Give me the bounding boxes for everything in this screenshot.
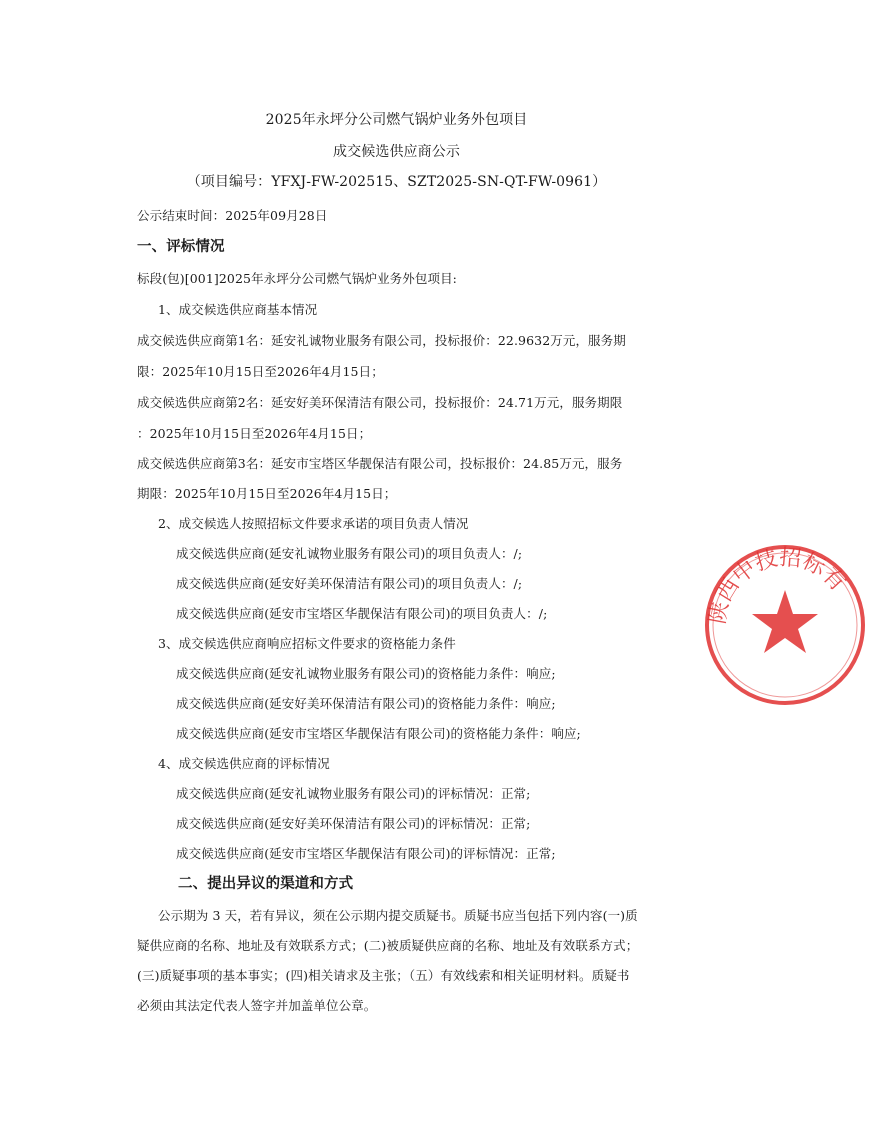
sub2-item: 成交候选供应商(延安市宝塔区华靓保洁有限公司)的项目负责人：/; [176,606,548,621]
sub3-item: 成交候选供应商(延安礼诚物业服务有限公司)的资格能力条件：响应; [176,666,556,681]
section1-heading: 一、评标情况 [137,238,225,255]
official-seal-stamp [700,540,870,710]
sub4-item: 成交候选供应商(延安好美环保清洁有限公司)的评标情况：正常; [176,816,531,831]
candidate1-line2: 限：2025年10月15日至2026年4月15日； [137,364,384,379]
sub2-heading: 2、成交候选人按照招标文件要求承诺的项目负责人情况 [158,516,469,531]
sub4-heading: 4、成交候选供应商的评标情况 [158,756,330,771]
doc-title-line3: （项目编号：YFXJ-FW-202515、SZT2025-SN-QT-FW-0961） [186,174,607,190]
seal-star-icon [752,590,818,653]
sub3-item: 成交候选供应商(延安好美环保清洁有限公司)的资格能力条件：响应; [176,696,556,711]
candidate2-line2: ：2025年10月15日至2026年4月15日； [137,426,372,441]
sub2-item: 成交候选供应商(延安好美环保清洁有限公司)的项目负责人：/; [176,576,523,591]
section2-para-line2: 疑供应商的名称、地址及有效联系方式；(二)被质疑供应商的名称、地址及有效联系方式； [137,938,639,953]
candidate3-line1: 成交候选供应商第3名：延安市宝塔区华靓保洁有限公司，投标报价：24.85万元，服务 [137,456,623,471]
candidate2-line1: 成交候选供应商第2名：延安好美环保清洁有限公司，投标报价：24.71万元，服务期限 [137,395,623,410]
sub4-item: 成交候选供应商(延安市宝塔区华靓保洁有限公司)的评标情况：正常; [176,846,556,861]
candidate3-line2: 期限：2025年10月15日至2026年4月15日； [137,486,397,501]
candidate1-line1: 成交候选供应商第1名：延安礼诚物业服务有限公司，投标报价：22.9632万元，服务期 [137,333,626,348]
sub3-heading: 3、成交候选供应商响应招标文件要求的资格能力条件 [158,636,456,651]
sub4-item: 成交候选供应商(延安礼诚物业服务有限公司)的评标情况：正常; [176,786,531,801]
section2-para-line4: 必须由其法定代表人签字并加盖单位公章。 [137,998,377,1013]
sub2-item: 成交候选供应商(延安礼诚物业服务有限公司)的项目负责人：/; [176,546,523,561]
end-time: 公示结束时间：2025年09月28日 [137,208,328,223]
section2-para-line3: (三)质疑事项的基本事实；(四)相关请求及主张；（五）有效线索和相关证明材料。质疑书 [137,968,630,983]
lot-line: 标段(包)[001]2025年永坪分公司燃气锅炉业务外包项目: [137,271,457,286]
doc-title-line1: 2025年永坪分公司燃气锅炉业务外包项目 [265,112,528,128]
section2-para-line1: 公示期为 3 天，若有异议，须在公示期内提交质疑书。质疑书应当包括下列内容(一)质 [158,908,638,923]
sub3-item: 成交候选供应商(延安市宝塔区华靓保洁有限公司)的资格能力条件：响应; [176,726,581,741]
sub1-heading: 1、成交候选供应商基本情况 [158,302,318,317]
doc-title-line2: 成交候选供应商公示 [333,144,460,160]
section2-heading: 二、提出异议的渠道和方式 [178,875,354,892]
seal-text: 陕西中技招标有 [705,545,851,626]
